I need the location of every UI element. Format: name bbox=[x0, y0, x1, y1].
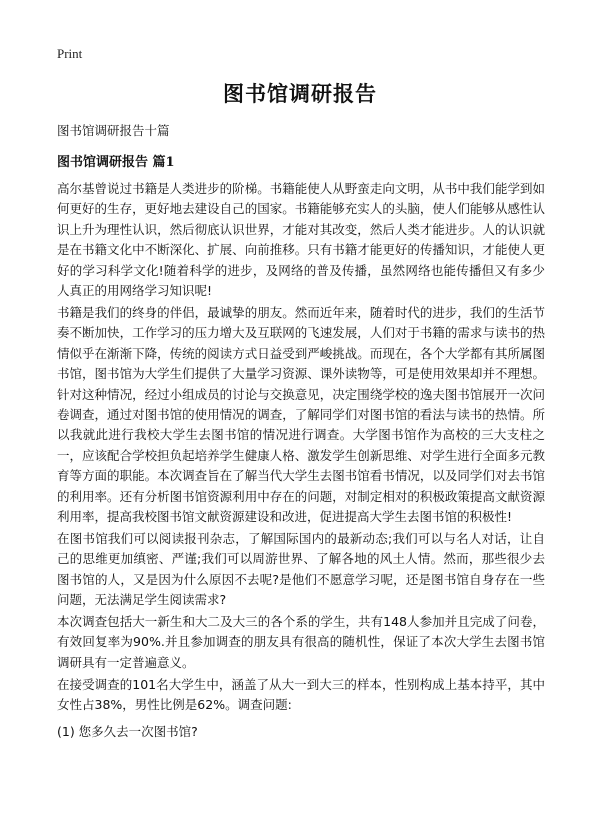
print-link[interactable]: Print bbox=[57, 46, 83, 61]
document-title: 图书馆调研报告 bbox=[223, 82, 377, 106]
paragraph-4: 本次调查包括大一新生和大二及大三的各个系的学生，共有148人参加并且完成了问卷，有效回复率为90%.并且参加调查的朋友具有很高的随机性，保证了本次大学生去图书馆调研具有一定普遍意义。 bbox=[57, 614, 545, 670]
paragraph-1: 高尔基曾说过书籍是人类进步的阶梯。书籍能使人从野蛮走向文明，从书中我们能学到如何更好的生存，更好地去建设自己的国家。书籍能够充实人的头脑，使人们能够从感性认识上升为理性认识，然后彻底认识世界，才能对其改变，然后人类才能进步。人的认识就是在书籍文化中不断深化、扩展、向前推移。只有书籍才能更好的传播知识，才能使人更好的学习科学文化!随着科学的进步，及网络的普及传播，虽然网络也能传播但又有多少人真正的用网络学习知识呢! bbox=[57, 181, 545, 299]
document-subtitle: 图书馆调研报告十篇 bbox=[57, 123, 170, 138]
paragraph-5: 在接受调查的101名大学生中，涵盖了从大一到大三的样本，性别构成上基本持平，其中女性占38%，男性比例是62%。调查问题: bbox=[57, 677, 545, 713]
paragraph-2: 书籍是我们的终身的伴侣，最诚挚的朋友。然而近年来，随着时代的进步，我们的生活节奏不断加快，工作学习的压力增大及互联网的飞速发展，人们对于书籍的需求与读书的热情似乎在渐渐下降，传统的阅读方式日益受到严峻挑战。而现在，各个大学都有其所属图书馆，图书馆为大学生们提供了大量学习资源、课外读物等，可是使用效果却并不理想。针对这种情况，经过小组成员的讨论与交换意见，决定围绕学校的逸夫图书馆展开一次问卷调查，通过对图书馆的使用情况的调查，了解同学们对图书馆的看法与读书的热情。所以我就此进行我校大学生去图书馆的情况进行调查。大学图书馆作为高校的三大支柱之一，应该配合学校担负起培养学生健康人格、激发学生创新思维、对学生进行全面多元教育等方面的职能。本次调查旨在了解当代大学生去图书馆看书情况，以及同学们对去书馆的利用率。还有分析图书馆资源利用中存在的问题，对制定相对的积极政策提高文献资源利用率，提高我校图书馆文献资源建设和改进，促进提高大学生去图书馆的积极性! bbox=[57, 305, 545, 525]
survey-question-1: (1) 您多久去一次图书馆? bbox=[57, 724, 198, 739]
paragraph-3: 在图书馆我们可以阅读报刊杂志，了解国际国内的最新动态;我们可以与名人对话，让自己的思维更加缜密、严谨;我们可以周游世界、了解各地的风土人情。然而，那些很少去图书馆的人，又是因为什么原因不去呢?是他们不愿意学习呢，还是图书馆自身存在一些问题，无法满足学生阅读需求? bbox=[57, 531, 545, 608]
section-heading: 图书馆调研报告 篇1 bbox=[57, 155, 175, 170]
